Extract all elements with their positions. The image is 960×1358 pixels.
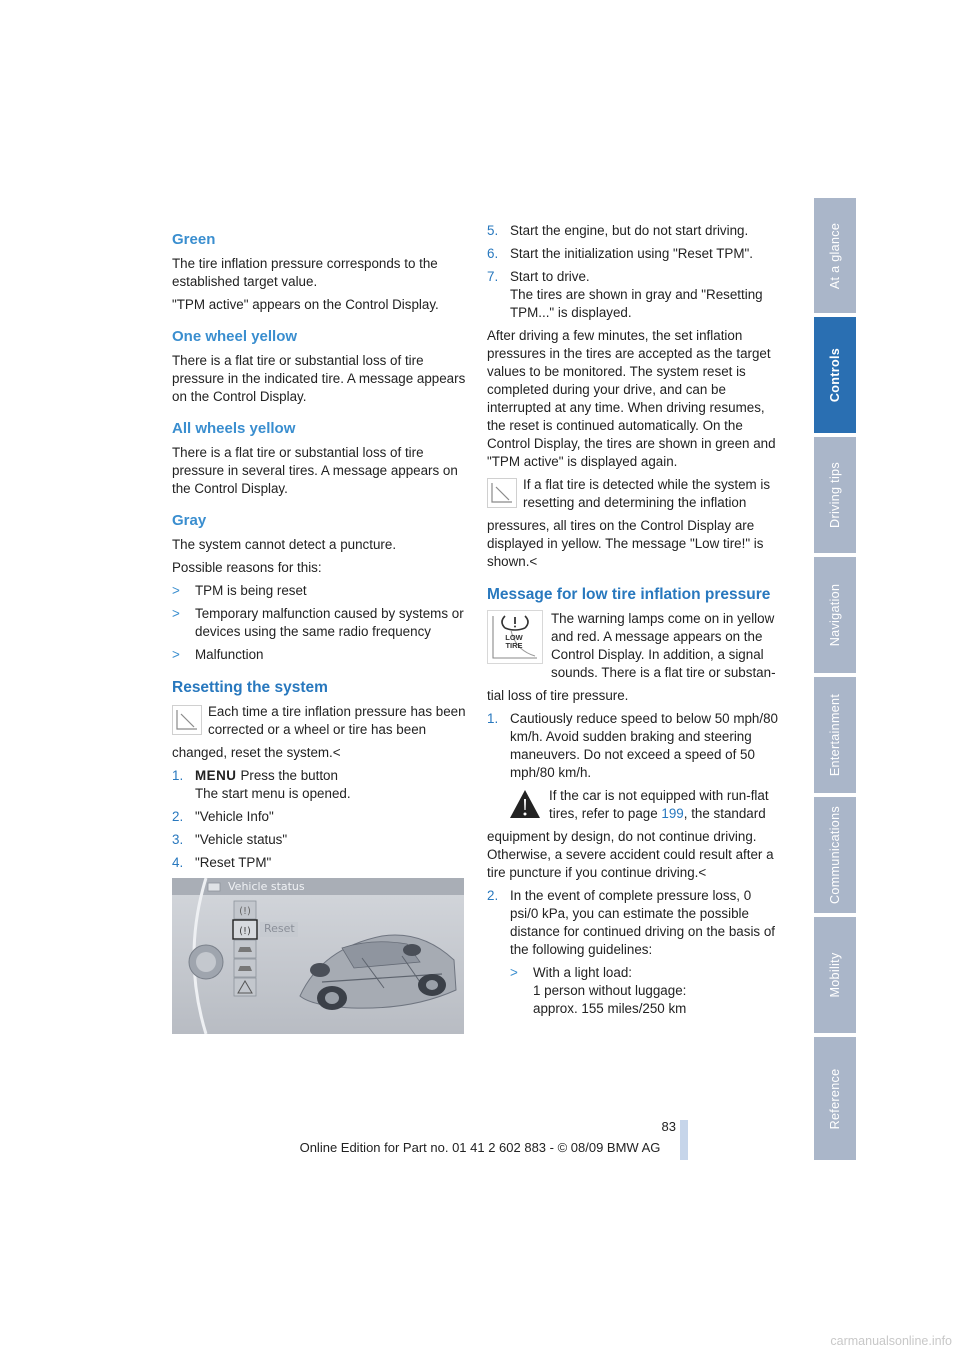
step-number: 2. [172, 809, 184, 824]
heading-green: Green [172, 231, 216, 248]
tab-driving-tips[interactable] [814, 437, 856, 553]
low-tire-paragraph-rest: tial loss of tire pressure. [487, 688, 629, 703]
low-tire-icon-label: LOW TIRE [505, 633, 523, 650]
tab-label: At a glance [828, 222, 842, 289]
svg-text:(!): (!) [239, 926, 251, 937]
screen-reset-label: Reset [264, 922, 295, 935]
step-text: Press the button [240, 768, 338, 783]
note-text-rest: changed, reset the system.< [172, 745, 341, 760]
warning-text-part: If the car is not equipped with run-flat tires, refer to page [549, 788, 769, 821]
warning-text-first [549, 787, 781, 823]
list-item [172, 646, 466, 664]
list-item [172, 582, 466, 600]
bullet-marker: > [172, 606, 180, 621]
bullet-line-1: With a light load: [533, 965, 632, 980]
car-icon [234, 959, 256, 977]
tab-label: Reference [828, 1068, 842, 1129]
section-tabs [814, 198, 856, 1160]
step-number: 3. [172, 832, 184, 847]
step-text: "Vehicle status" [195, 832, 288, 847]
bullet-text: TPM is being reset [195, 583, 307, 598]
bullet-line-2: 1 person without luggage: [533, 983, 687, 998]
list-item [172, 767, 466, 803]
bullet-marker: > [172, 583, 180, 598]
tab-label: Controls [828, 347, 842, 403]
step-subtext: The start menu is opened. [195, 786, 351, 801]
controller-knob-icon [189, 945, 223, 979]
step-subtext: The tires are shown in gray and "Resetting TPM..." is displayed. [510, 287, 763, 320]
step-number: 2. [487, 888, 499, 903]
list-item [487, 222, 781, 240]
list-item [172, 854, 466, 872]
step-text: "Reset TPM" [195, 855, 272, 870]
edition-footer: Online Edition for Part no. 01 41 2 602 883 - © 08/09 BMW AG [299, 1140, 661, 1155]
step-number: 1. [172, 768, 184, 783]
list-item [172, 605, 466, 641]
step-text: "Vehicle Info" [195, 809, 274, 824]
tab-label: Navigation [828, 583, 842, 647]
heading-one-wheel-yellow: One wheel yellow [172, 328, 298, 345]
heading-gray: Gray [172, 512, 207, 529]
tab-navigation[interactable] [814, 557, 856, 673]
note-icon [172, 705, 202, 735]
note-icon [487, 478, 517, 508]
tab-controls[interactable] [814, 317, 856, 433]
bullet-text: Temporary malfunction caused by systems or devices using the same radio frequency [195, 606, 464, 639]
gray-paragraph-1: The system cannot detect a puncture. [172, 537, 397, 552]
list-item [487, 245, 781, 263]
tab-entertainment[interactable] [814, 677, 856, 793]
list-item [510, 964, 781, 1018]
tpm-icon-selected [233, 920, 257, 939]
warning-text-rest: equipment by design, do not continue driving. Otherwise, a severe accident could result after a tire puncture if you continue driving.< [487, 829, 774, 880]
svg-text:(!): (!) [239, 906, 251, 917]
warning-block [487, 787, 781, 882]
step-number: 6. [487, 246, 499, 261]
oil-icon [234, 940, 256, 958]
tab-label: Mobility [828, 952, 842, 998]
heading-message-low-tire-pressure: Message for low tire inflation pressure [487, 586, 771, 603]
list-item [487, 710, 781, 782]
tab-label: Entertainment [828, 693, 842, 777]
step-number: 7. [487, 269, 499, 284]
step-text: Start the engine, but do not start driving. [510, 223, 749, 238]
low-tire-block [487, 610, 781, 705]
watermark: carmanualsonline.info [830, 1334, 952, 1348]
tab-label: Communications [828, 806, 842, 904]
tab-mobility[interactable] [814, 917, 856, 1033]
one-wheel-paragraph: There is a flat tire or substantial loss of tire pressure in the indicated tire. A message appears on the Control Display. [172, 353, 466, 404]
step-text: Start to drive. [510, 269, 590, 284]
page-number: 83 [661, 1119, 676, 1134]
step-number: 5. [487, 223, 499, 238]
left-column [172, 222, 466, 877]
step-number: 4. [172, 855, 184, 870]
right-column [487, 222, 781, 1023]
bullet-line-3: approx. 155 miles/250 km [533, 1001, 687, 1016]
note-block [172, 703, 466, 762]
heading-resetting-the-system: Resetting the system [172, 679, 328, 696]
step-text: Cautiously reduce speed to below 50 mph/80 km/h. Avoid sudden braking and steering maneuvers. Do not exceed a speed of 50 mph/80 km/h. [510, 711, 778, 780]
control-display-screenshot [172, 878, 464, 1034]
gray-paragraph-2: Possible reasons for this: [172, 560, 322, 575]
bullet-text: Malfunction [195, 647, 264, 662]
low-tire-paragraph-first: The warning lamps come on in yellow and red. A message appears on the Control Display. In addition, a signal sounds. There is a flat tire or substan- [551, 611, 776, 680]
step-number: 1. [487, 711, 499, 726]
list-item [487, 887, 781, 959]
tab-communications[interactable] [814, 797, 856, 913]
step-text: Start the initialization using "Reset TPM". [510, 246, 753, 261]
bullet-marker: > [510, 965, 518, 980]
page-link[interactable]: 199 [661, 806, 684, 821]
note-block [487, 476, 781, 571]
note-text-first: If a flat tire is detected while the system is resetting and determining the inflation [523, 477, 771, 510]
green-paragraph-2: "TPM active" appears on the Control Display. [172, 297, 439, 312]
list-item [172, 808, 466, 826]
warning-triangle-icon [509, 789, 541, 819]
step-text: In the event of complete pressure loss, 0 psi/0 kPa, you can estimate the possible distance for continued driving on the basis of the following guidelines: [510, 888, 776, 957]
menu-key-label: MENU [195, 768, 237, 783]
all-wheels-paragraph: There is a flat tire or substantial loss of tire pressure in several tires. A message appears on the Control Display. [172, 445, 458, 496]
after-driving-paragraph: After driving a few minutes, the set inflation pressures in the tires are accepted as the target values to be monitored. The system reset is completed during your drive, and can be interrupted at any time. When driving resumes, the reset is continued automatically. On the Control Display, the tires are shown in green and "TPM active" is displayed again. [487, 328, 776, 469]
tpm-icon [234, 901, 256, 919]
warning-triangle-icon [234, 978, 256, 996]
control-display-graphic [172, 878, 464, 1034]
tab-label: Driving tips [828, 462, 842, 528]
note-text-first: Each time a tire inflation pressure has been corrected or a wheel or tire has been [208, 704, 466, 737]
heading-all-wheels-yellow: All wheels yellow [172, 420, 296, 437]
tab-at-a-glance[interactable] [814, 198, 856, 313]
green-paragraph-1: The tire inflation pressure corresponds to the established target value. [172, 256, 438, 289]
note-text-rest: pressures, all tires on the Control Display are displayed in yellow. The message "Low tire!" is shown.< [487, 518, 764, 569]
list-item [487, 268, 781, 322]
vehicle-info-icon [208, 883, 220, 891]
warning-text-after: , the standard [683, 806, 766, 821]
list-item [172, 831, 466, 849]
screen-title: Vehicle status [228, 880, 305, 893]
bullet-marker: > [172, 647, 180, 662]
